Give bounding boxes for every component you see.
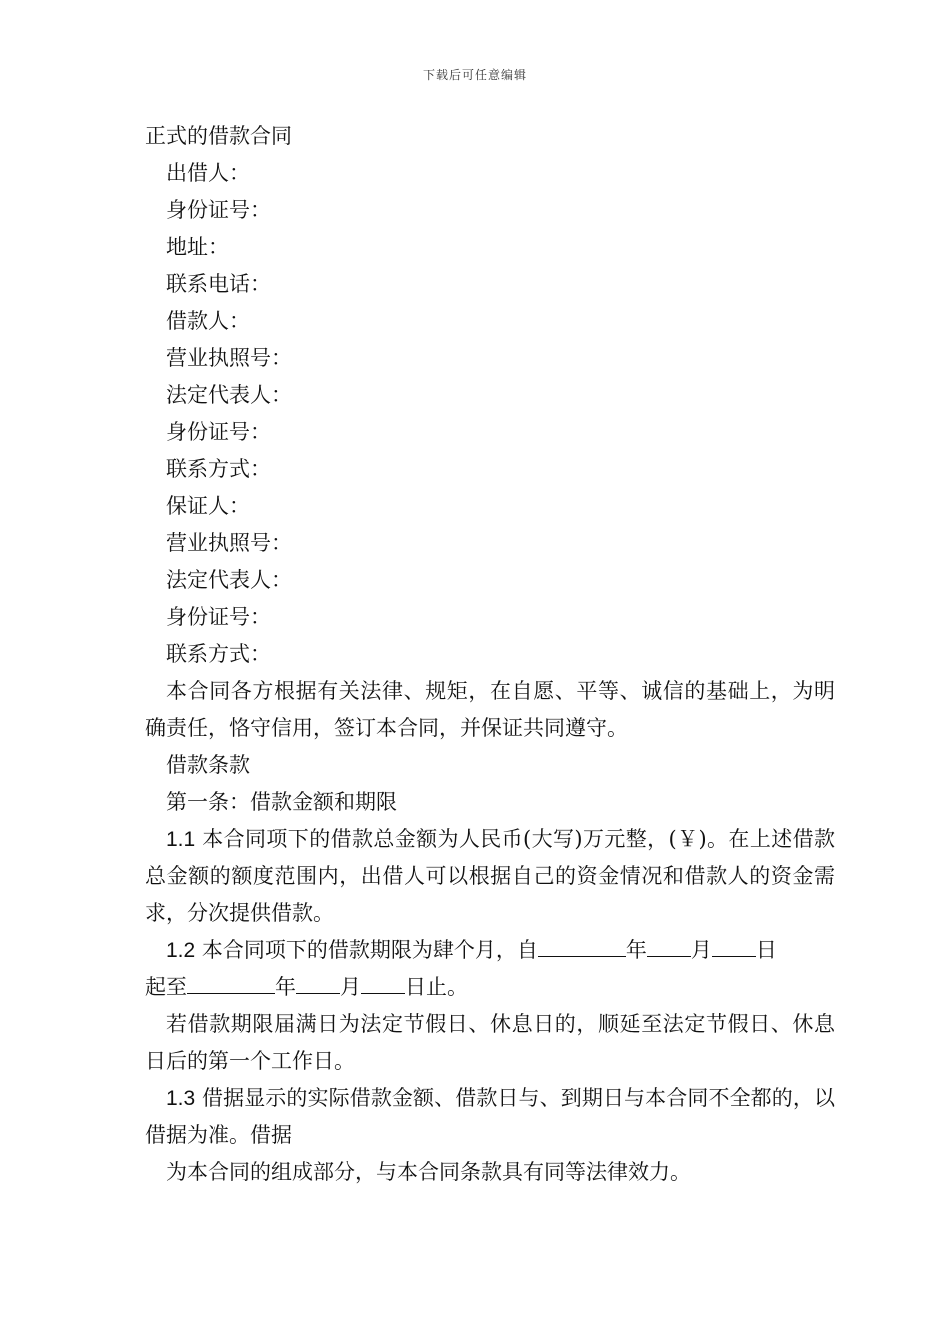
clause-1-3-continuation: 为本合同的组成部分，与本合同条款具有同等法律效力。 bbox=[166, 1160, 691, 1184]
month-label: 月 bbox=[690, 938, 712, 962]
preamble-paragraph: 本合同各方根据有关法律、规矩，在自愿、平等、诚信的基础上，为明确责任，恪守信用，签订本合同，并保证共同遵守。 bbox=[145, 679, 835, 740]
field-borrower-rep: 法定代表人： bbox=[166, 383, 292, 407]
blank-start-day bbox=[712, 932, 756, 957]
end-label: 日止。 bbox=[405, 975, 468, 999]
clause-number: 1.2 bbox=[166, 939, 196, 962]
clause-1-1 bbox=[145, 821, 835, 932]
document-body bbox=[145, 118, 835, 1191]
field-borrower-contact: 联系方式： bbox=[166, 457, 271, 481]
holiday-clause: 若借款期限届满日为法定节假日、休息日的，顺延至法定节假日、休息日后的第一个工作日。 bbox=[145, 1012, 835, 1073]
article-1-title: 第一条：借款金额和期限 bbox=[166, 790, 397, 814]
field-borrower-id: 身份证号： bbox=[166, 420, 271, 444]
page-header: 下载后可任意编辑 bbox=[422, 68, 527, 82]
blank-end-month bbox=[296, 969, 340, 994]
field-lender-phone: 联系电话： bbox=[166, 272, 271, 296]
until-label: 起至 bbox=[145, 975, 187, 999]
party-fields bbox=[145, 155, 835, 673]
clause-1-3 bbox=[145, 1080, 835, 1154]
document-title: 正式的借款合同 bbox=[145, 124, 292, 148]
field-guarantor-rep: 法定代表人： bbox=[166, 568, 292, 592]
clause-number: 1.3 bbox=[166, 1087, 196, 1110]
field-guarantor-contact: 联系方式： bbox=[166, 642, 271, 666]
field-borrower-license: 营业执照号： bbox=[166, 346, 292, 370]
clause-1-2 bbox=[145, 932, 835, 1006]
blank-start-month bbox=[647, 932, 691, 957]
field-guarantor: 保证人： bbox=[166, 494, 250, 518]
month-label: 月 bbox=[340, 975, 361, 999]
blank-start-year bbox=[538, 932, 626, 957]
clause-text: 借据显示的实际借款金额、借款日与、到期日与本合同不全都的，以借据为准。借据 bbox=[145, 1086, 835, 1147]
field-lender: 出借人： bbox=[166, 161, 250, 185]
blank-end-year bbox=[187, 969, 275, 994]
blank-end-day bbox=[361, 969, 405, 994]
section-title: 借款条款 bbox=[166, 753, 250, 777]
field-borrower: 借款人： bbox=[166, 309, 250, 333]
year-label: 年 bbox=[275, 975, 296, 999]
field-lender-address: 地址： bbox=[166, 235, 229, 259]
field-lender-id: 身份证号： bbox=[166, 198, 271, 222]
field-guarantor-id: 身份证号： bbox=[166, 605, 271, 629]
year-label: 年 bbox=[625, 938, 647, 962]
clause-text: 本合同项下的借款期限为肆个月，自 bbox=[201, 938, 538, 962]
clause-text: 本合同项下的借款总金额为人民币(大写)万元整，(￥)。在上述借款总金额的额度范围内，出借人可以根据自己的资金情况和借款人的资金需求，分次提供借款。 bbox=[145, 827, 835, 925]
day-label: 日 bbox=[755, 938, 777, 962]
field-guarantor-license: 营业执照号： bbox=[166, 531, 292, 555]
clause-number: 1.1 bbox=[166, 828, 196, 851]
